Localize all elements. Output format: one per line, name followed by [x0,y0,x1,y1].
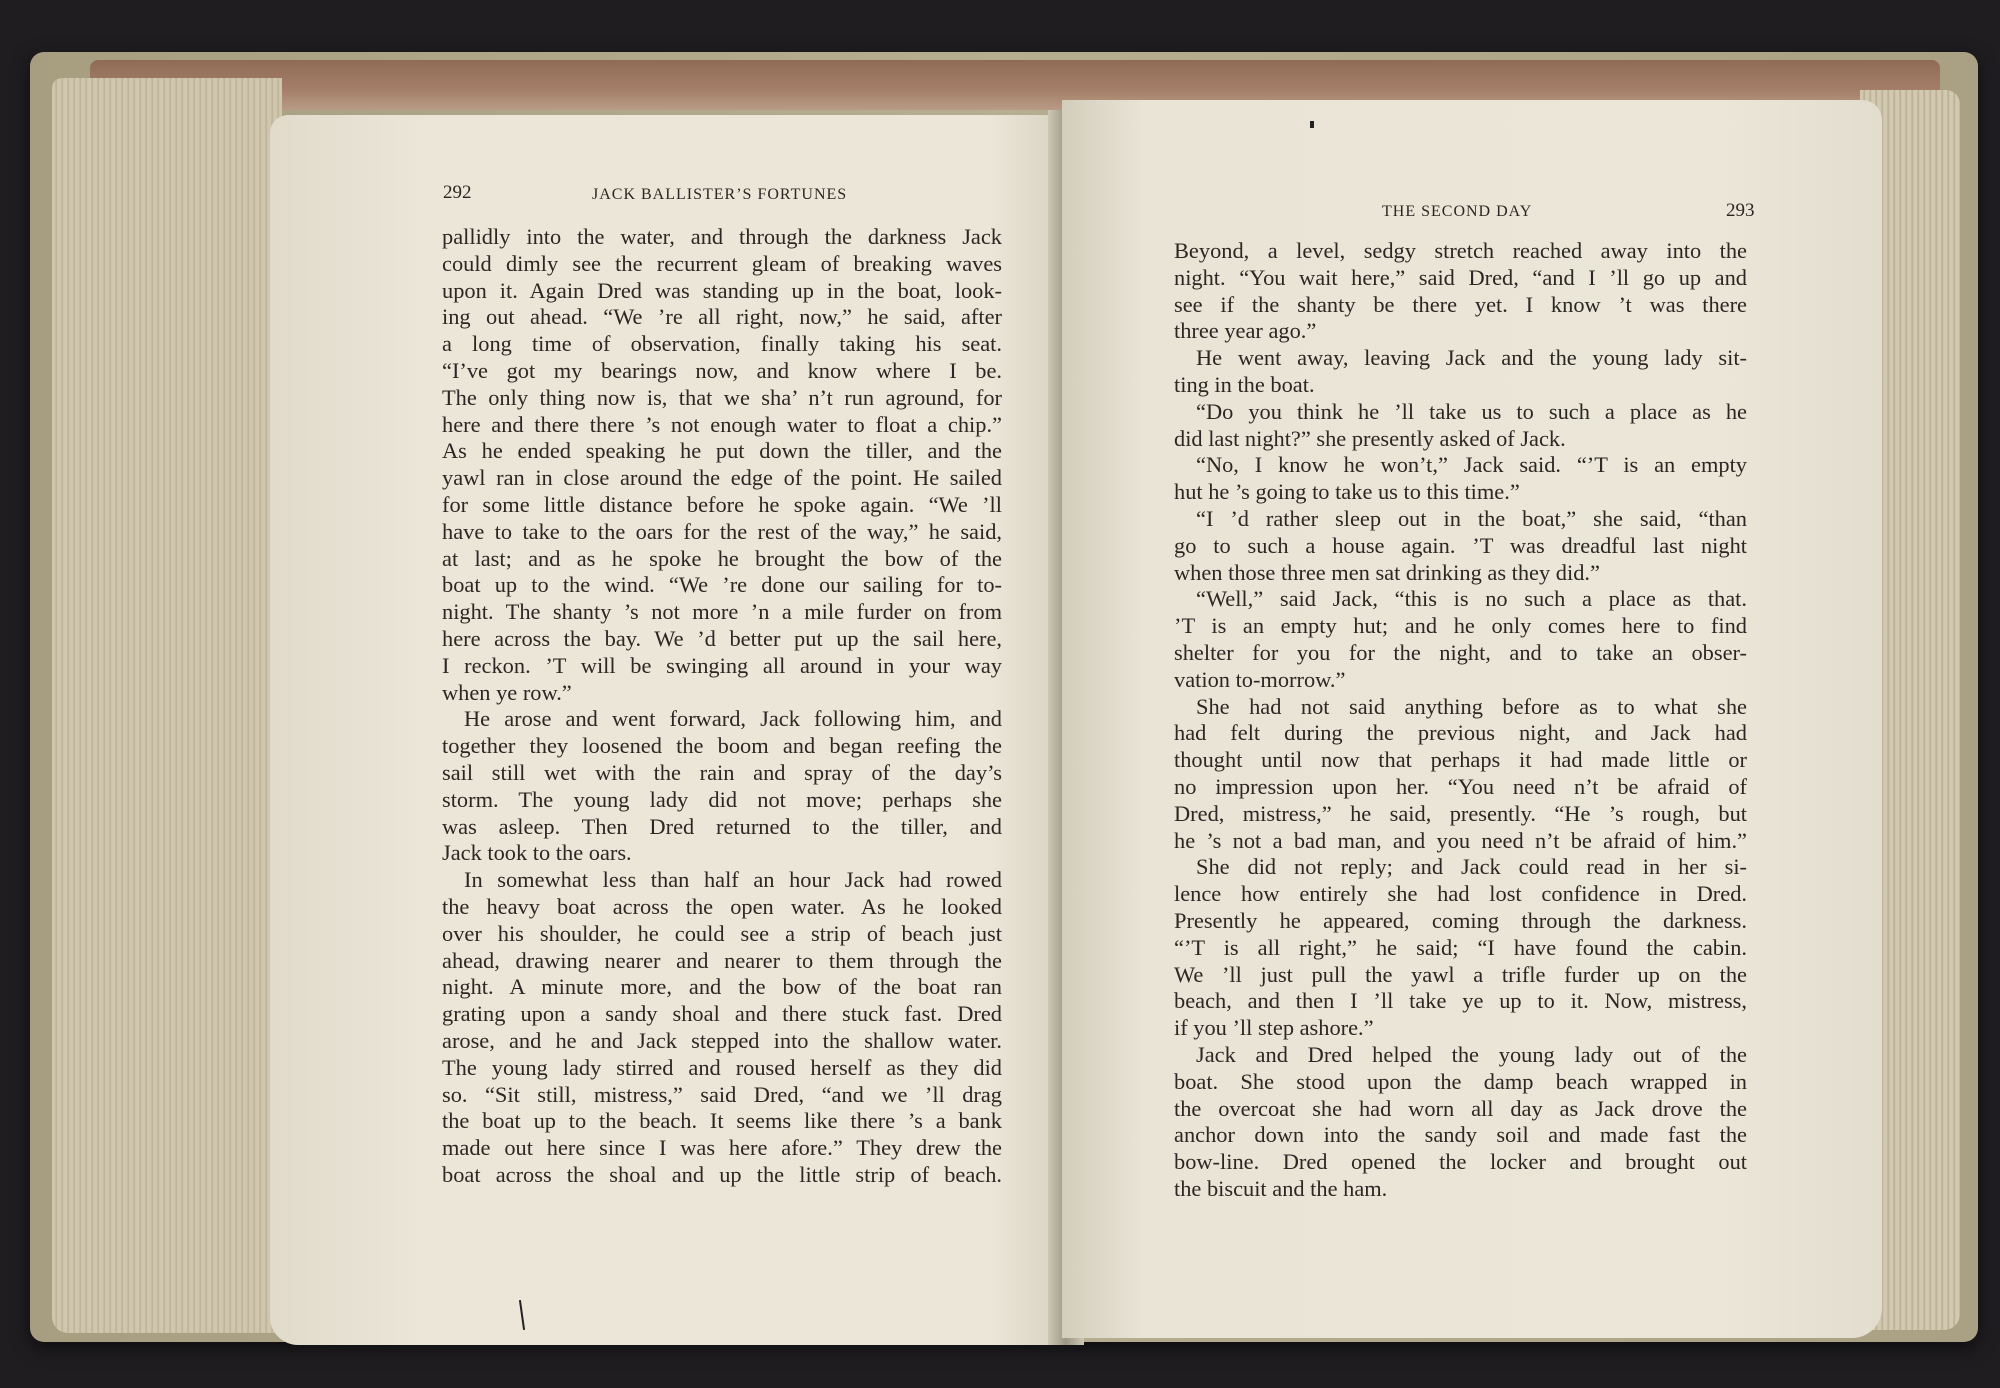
text-line: ing out ahead. “We ’re all right, now,” he said, after [442,304,1002,330]
text-line: bow-line. Dred opened the locker and brought out [1174,1149,1747,1175]
text-line: pallidly into the water, and through the darkness Jack [442,224,1002,249]
text-line: He went away, leaving Jack and the young lady sit- [1196,345,1747,371]
text-line: “No, I know he won’t,” Jack said. “’T is an empty [1196,452,1747,478]
text-line: In somewhat less than half an hour Jack had rowed [464,867,1002,893]
text-line: when ye row.” [442,679,572,705]
text-line: “Do you think he ’ll take us to such a place as he [1196,398,1747,424]
text-line: vation to-morrow.” [1174,666,1346,692]
text-line: lence how entirely she had lost confidence in Dred. [1174,881,1747,907]
text-line: see if the shanty be there yet. I know ’t was there [1174,291,1747,317]
text-line: Jack took to the oars. [442,840,632,866]
text-line: yawl ran in close around the edge of the point. He sailed [442,465,1002,491]
text-line: the boat up to the beach. It seems like there ’s a bank [442,1108,1002,1134]
text-line: made out here since I was here afore.” They drew the [442,1135,1002,1161]
text-line: night. “You wait here,” said Dred, “and I ’ll go up and [1174,264,1747,290]
text-line: go to such a house again. ’T was dreadful last night [1174,532,1747,558]
right-page-number: 293 [1726,200,1755,221]
text-line: boat across the shoal and up the little strip of beach. [442,1161,1002,1187]
left-page [270,115,1070,1345]
left-running-head: JACK BALLISTER’S FORTUNES [592,186,848,203]
text-line: She had not said anything before as to what she [1196,693,1747,719]
text-line: so. “Sit still, mistress,” said Dred, “and we ’ll drag [442,1081,1002,1107]
right-running-head: THE SECOND DAY [1382,203,1533,220]
text-line: if you ’ll step ashore.” [1174,1015,1374,1041]
text-line: grating upon a sandy shoal and there stuck fast. Dred [442,1001,1002,1027]
text-line: As he ended speaking he put down the tiller, and the [442,438,1002,464]
left-page-stack [52,78,282,1333]
text-line: when those three men sat drinking as they did.” [1174,559,1600,585]
text-line: here and there there ’s not enough water to float a chip.” [442,411,1002,437]
text-line: boat. She stood upon the damp beach wrapped in [1174,1068,1747,1094]
text-line: here across the bay. We ’d better put up the sail here, [442,625,1002,651]
text-line: We ’ll just pull the yawl a trifle furder up on the [1174,961,1747,987]
text-line: Jack and Dred helped the young lady out of the [1196,1041,1747,1067]
text-line: had felt during the previous night, and Jack had [1174,720,1747,746]
text-line: Dred, mistress,” he said, presently. “He ’s rough, but [1174,800,1747,826]
text-line: ’T is an empty hut; and he only comes here to find [1174,613,1747,639]
text-line: did last night?” she presently asked of Jack. [1174,425,1566,451]
text-line: I reckon. ’T will be swinging all around in your way [442,652,1002,678]
text-line: upon it. Again Dred was standing up in the boat, look- [442,277,1002,303]
text-line: She did not reply; and Jack could read in her si- [1196,854,1747,880]
text-line: the biscuit and the ham. [1174,1175,1388,1201]
text-line: “I ’d rather sleep out in the boat,” she said, “than [1196,505,1747,531]
text-line: could dimly see the recurrent gleam of breaking waves [442,250,1002,276]
text-line: arose, and he and Jack stepped into the shallow water. [442,1027,1002,1053]
text-line: ahead, drawing nearer and nearer to them through the [442,947,1002,973]
text-line: night. A minute more, and the bow of the boat ran [442,974,1002,1000]
text-line: Presently he appeared, coming through the darkness. [1174,907,1747,933]
text-line: “I’ve got my bearings now, and know where I be. [442,357,1002,383]
text-line: at last; and as he spoke he brought the bow of the [442,545,1002,571]
left-page-text [442,224,1002,1189]
text-line: boat up to the wind. “We ’re done our sailing for to- [442,572,1002,598]
text-line: storm. The young lady did not move; perhaps she [442,786,1002,812]
right-page-text [1174,238,1747,1203]
text-line: thought until now that perhaps it had made little or [1174,747,1747,773]
left-page-number: 292 [443,182,472,203]
text-line: “’T is all right,” he said; “I have found the cabin. [1174,934,1747,960]
text-line: shelter for you for the night, and to take an obser- [1174,639,1747,665]
text-line: night. The shanty ’s not more ’n a mile furder on from [442,599,1002,625]
ink-speck [1310,121,1314,128]
text-line: beach, and then I ’ll take ye up to it. Now, mistress, [1174,988,1747,1014]
text-line: over his shoulder, he could see a strip of beach just [442,920,1002,946]
text-line: for some little distance before he spoke again. “We ’ll [442,491,1002,517]
right-page [1062,100,1882,1338]
text-line: a long time of observation, finally taking his seat. [442,331,1002,357]
text-line: Beyond, a level, sedgy stretch reached away into the [1174,238,1747,263]
text-line: sail still wet with the rain and spray of the day’s [442,759,1002,785]
text-line: no impression upon her. “You need n’t be afraid of [1174,773,1747,799]
text-line: three year ago.” [1174,318,1317,344]
text-line: hut he ’s going to take us to this time.” [1174,479,1520,505]
text-line: “Well,” said Jack, “this is no such a place as that. [1196,586,1747,612]
text-line: anchor down into the sandy soil and made fast the [1174,1122,1747,1148]
text-line: the overcoat she had worn all day as Jack drove the [1174,1095,1747,1121]
text-line: have to take to the oars for the rest of the way,” he said, [442,518,1002,544]
text-line: ting in the boat. [1174,371,1315,397]
text-line: He arose and went forward, Jack following him, and [464,706,1002,732]
text-line: The young lady stirred and roused herself as they did [442,1054,1002,1080]
text-line: together they loosened the boom and began reefing the [442,733,1002,759]
text-line: he ’s not a bad man, and you need n’t be afraid of him.” [1174,827,1747,853]
text-line: The only thing now is, that we sha’ n’t run aground, for [442,384,1002,410]
text-line: was asleep. Then Dred returned to the tiller, and [442,813,1002,839]
text-line: the heavy boat across the open water. As he looked [442,893,1002,919]
